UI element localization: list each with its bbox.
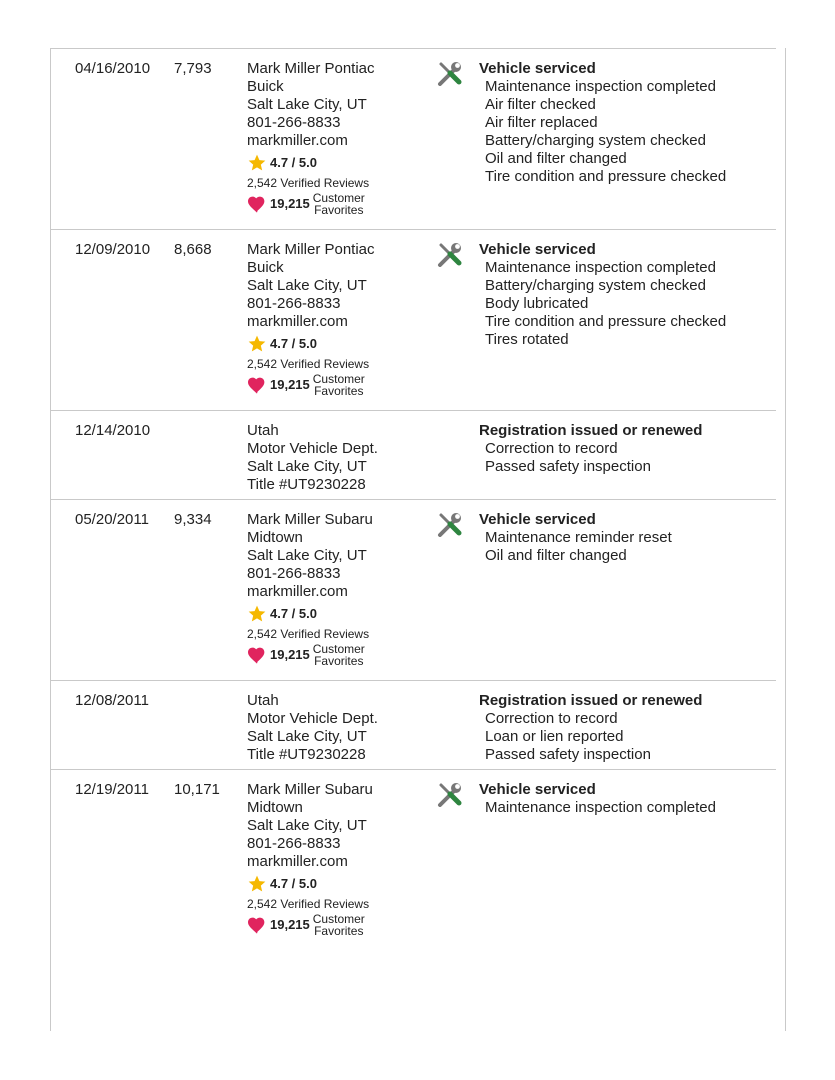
record-date: 12/08/2011 <box>75 692 149 709</box>
customer-favorites <box>247 192 435 216</box>
rating-value: 4.7 / 5.0 <box>270 336 317 351</box>
history-record-row <box>51 411 776 500</box>
record-mileage <box>174 692 247 769</box>
history-record-row <box>51 49 776 230</box>
history-record-row <box>51 230 776 411</box>
favorites-label-line: Favorites <box>314 924 364 938</box>
record-icon-cell <box>435 241 479 410</box>
record-detail-item: Correction to record <box>485 440 618 457</box>
favorites-label <box>313 643 365 667</box>
record-title: Vehicle serviced <box>479 511 596 528</box>
verified-reviews: 2,542 Verified Reviews <box>247 627 370 641</box>
history-record-row <box>51 770 776 950</box>
record-detail-item: Maintenance inspection completed <box>485 78 716 95</box>
source-line: 801-266-8833 <box>247 835 341 852</box>
favorites-label-line: Customer <box>312 372 365 386</box>
record-detail-item: Battery/charging system checked <box>485 277 706 294</box>
record-title: Registration issued or renewed <box>479 692 703 709</box>
record-detail-item: Air filter checked <box>485 96 596 113</box>
record-detail-item: Oil and filter changed <box>485 547 627 564</box>
record-date: 12/19/2011 <box>75 781 149 798</box>
favorites-label-line: Customer <box>312 642 365 656</box>
favorites-count: 19,215 <box>270 377 310 392</box>
record-detail-item: Oil and filter changed <box>485 150 627 167</box>
record-icon-cell <box>435 422 479 499</box>
source-line: Motor Vehicle Dept. <box>247 710 378 727</box>
record-title: Vehicle serviced <box>479 60 596 77</box>
heart-icon <box>247 646 267 664</box>
shop-rating <box>247 334 435 354</box>
source-line: 801-266-8833 <box>247 295 341 312</box>
favorites-count: 19,215 <box>270 647 310 662</box>
customer-favorites <box>247 643 435 667</box>
record-detail-item: Maintenance reminder reset <box>485 529 672 546</box>
favorites-label-line: Favorites <box>314 654 364 668</box>
wrench-screwdriver-icon <box>437 60 463 86</box>
record-detail-item: Tire condition and pressure checked <box>485 313 727 330</box>
record-detail-item: Maintenance inspection completed <box>485 259 716 276</box>
record-date: 12/09/2010 <box>75 241 151 258</box>
shop-rating <box>247 874 435 894</box>
record-source <box>247 422 435 499</box>
source-line: Salt Lake City, UT <box>247 277 367 294</box>
heart-icon <box>247 916 267 934</box>
source-line: Buick <box>247 259 284 276</box>
verified-reviews: 2,542 Verified Reviews <box>247 897 370 911</box>
customer-favorites <box>247 913 435 937</box>
favorites-count: 19,215 <box>270 917 310 932</box>
record-icon-cell <box>435 692 479 769</box>
record-detail-item: Maintenance inspection completed <box>485 799 716 816</box>
source-line: markmiller.com <box>247 313 348 330</box>
source-line: Salt Lake City, UT <box>247 547 367 564</box>
source-line: Salt Lake City, UT <box>247 728 367 745</box>
record-details <box>479 60 776 229</box>
record-date: 05/20/2011 <box>75 511 149 528</box>
record-detail-item: Battery/charging system checked <box>485 132 706 149</box>
history-records <box>51 49 776 950</box>
source-line: Buick <box>247 78 284 95</box>
record-detail-item: Correction to record <box>485 710 618 727</box>
record-detail-item: Loan or lien reported <box>485 728 624 745</box>
record-source <box>247 692 435 769</box>
source-line: Mark Miller Pontiac <box>247 241 375 258</box>
record-detail-item: Tire condition and pressure checked <box>485 168 727 185</box>
favorites-label-line: Customer <box>312 191 365 205</box>
record-source <box>247 511 435 680</box>
source-line: Mark Miller Subaru <box>247 781 373 798</box>
favorites-label-line: Favorites <box>314 384 364 398</box>
star-icon <box>247 153 267 173</box>
favorites-label-line: Customer <box>312 912 365 926</box>
source-line: Mark Miller Pontiac <box>247 60 375 77</box>
record-date: 12/14/2010 <box>75 422 151 439</box>
source-line: Salt Lake City, UT <box>247 458 367 475</box>
record-icon-cell <box>435 511 479 680</box>
record-mileage: 10,171 <box>174 781 220 798</box>
record-detail-item: Passed safety inspection <box>485 458 651 475</box>
record-title: Registration issued or renewed <box>479 422 703 439</box>
source-line: markmiller.com <box>247 583 348 600</box>
record-icon-cell <box>435 781 479 950</box>
source-line: Mark Miller Subaru <box>247 511 373 528</box>
record-detail-item: Passed safety inspection <box>485 746 651 763</box>
wrench-screwdriver-icon <box>437 241 463 267</box>
record-detail-item: Tires rotated <box>485 331 569 348</box>
source-line: Title #UT9230228 <box>247 746 366 763</box>
source-line: 801-266-8833 <box>247 565 341 582</box>
heart-icon <box>247 195 267 213</box>
source-line: Motor Vehicle Dept. <box>247 440 378 457</box>
wrench-screwdriver-icon <box>437 781 463 807</box>
source-line: Salt Lake City, UT <box>247 96 367 113</box>
record-date: 04/16/2010 <box>75 60 151 77</box>
record-title: Vehicle serviced <box>479 241 596 258</box>
record-details <box>479 692 776 769</box>
record-details <box>479 781 776 950</box>
verified-reviews: 2,542 Verified Reviews <box>247 357 370 371</box>
history-record-row <box>51 500 776 681</box>
record-details <box>479 422 776 499</box>
rating-value: 4.7 / 5.0 <box>270 155 317 170</box>
shop-rating <box>247 604 435 624</box>
record-mileage: 9,334 <box>174 511 212 528</box>
record-detail-item: Air filter replaced <box>485 114 598 131</box>
history-record-row <box>51 681 776 770</box>
wrench-screwdriver-icon <box>437 511 463 537</box>
record-mileage: 8,668 <box>174 241 212 258</box>
record-mileage <box>174 422 247 499</box>
star-icon <box>247 874 267 894</box>
favorites-count: 19,215 <box>270 196 310 211</box>
source-line: Title #UT9230228 <box>247 476 366 493</box>
source-line: markmiller.com <box>247 132 348 149</box>
rating-value: 4.7 / 5.0 <box>270 876 317 891</box>
favorites-label <box>313 373 365 397</box>
record-source <box>247 241 435 410</box>
source-line: Salt Lake City, UT <box>247 817 367 834</box>
verified-reviews: 2,542 Verified Reviews <box>247 176 370 190</box>
favorites-label <box>313 913 365 937</box>
source-line: Utah <box>247 692 279 709</box>
record-title: Vehicle serviced <box>479 781 596 798</box>
favorites-label <box>313 192 365 216</box>
source-line: Utah <box>247 422 279 439</box>
source-line: Midtown <box>247 529 303 546</box>
record-icon-cell <box>435 60 479 229</box>
record-mileage: 7,793 <box>174 60 212 77</box>
source-line: markmiller.com <box>247 853 348 870</box>
source-line: Midtown <box>247 799 303 816</box>
favorites-label-line: Favorites <box>314 203 364 217</box>
record-details <box>479 511 776 680</box>
record-detail-item: Body lubricated <box>485 295 589 312</box>
right-border <box>785 48 786 1031</box>
star-icon <box>247 334 267 354</box>
star-icon <box>247 604 267 624</box>
record-source <box>247 781 435 950</box>
record-source <box>247 60 435 229</box>
heart-icon <box>247 376 267 394</box>
shop-rating <box>247 153 435 173</box>
record-details <box>479 241 776 410</box>
rating-value: 4.7 / 5.0 <box>270 606 317 621</box>
customer-favorites <box>247 373 435 397</box>
source-line: 801-266-8833 <box>247 114 341 131</box>
